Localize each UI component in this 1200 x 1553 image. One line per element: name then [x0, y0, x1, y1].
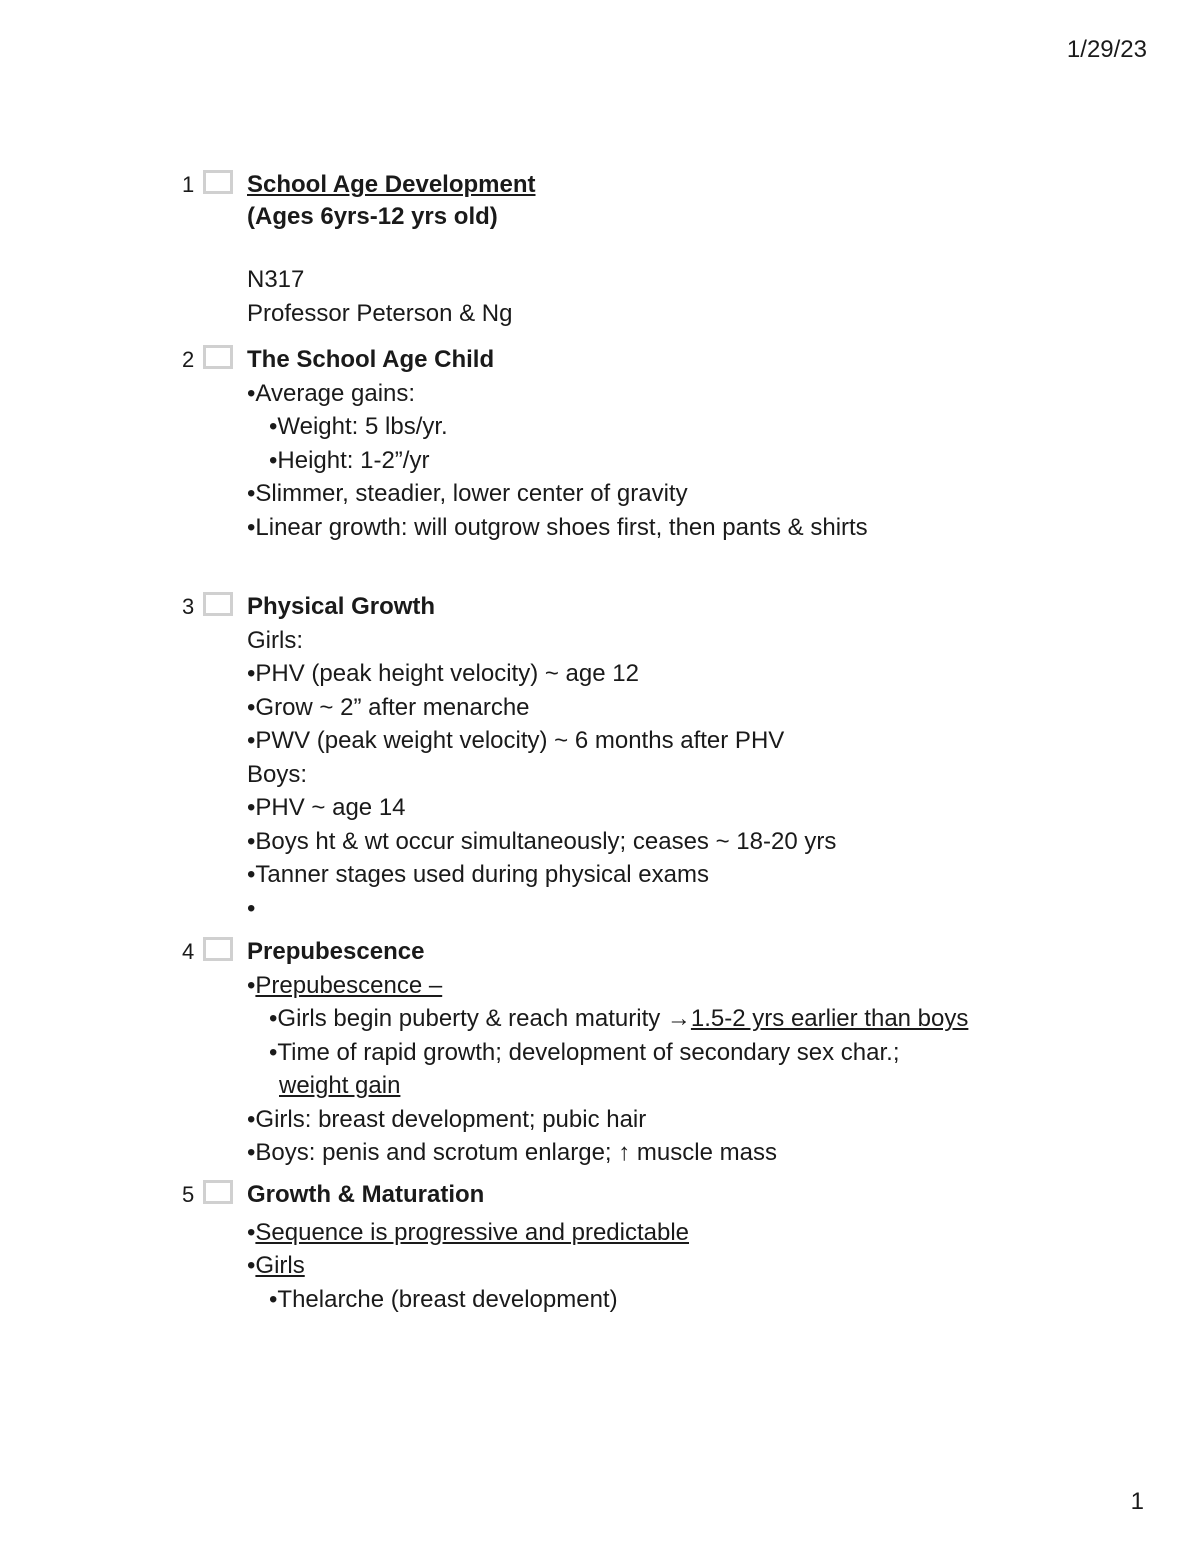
- professors: Professor Peterson & Ng: [247, 299, 513, 327]
- bullet-line: •Boys: penis and scrotum enlarge; ↑ muscle mass: [247, 1139, 777, 1166]
- bullet-line: [247, 969, 968, 1003]
- underlined-text: 1.5-2 yrs earlier than boys: [690, 1005, 969, 1032]
- bullet-glyph: •: [247, 971, 256, 999]
- slide-title: School Age Development: [247, 171, 536, 198]
- slide-content: [247, 935, 968, 1170]
- slide-content: [247, 1178, 689, 1316]
- arrow-right-icon: →: [666, 1005, 691, 1032]
- bullet-line: [247, 1249, 689, 1283]
- slide-title: Prepubescence: [247, 938, 425, 965]
- slide-title: Physical Growth: [247, 593, 436, 620]
- slide-thumbnail-checkbox[interactable]: [203, 345, 233, 369]
- underlined-text: weight gain: [279, 1072, 401, 1099]
- bullet-glyph: •: [247, 1252, 256, 1279]
- underlined-text: Sequence is progressive and predictable: [255, 1218, 690, 1246]
- underlined-text: Prepubescence –: [255, 971, 443, 999]
- bullet-line: •PWV (peak weight velocity) ~ 6 months after PHV: [247, 727, 785, 754]
- slide-thumbnail-checkbox[interactable]: [203, 1180, 233, 1204]
- bullet-line: •PHV (peak height velocity) ~ age 12: [247, 660, 639, 687]
- slide-thumbnail-checkbox[interactable]: [203, 592, 233, 616]
- bullet-line: •Height: 1-2”/yr: [269, 446, 430, 474]
- bullet-line: •Tanner stages used during physical exams: [247, 861, 709, 888]
- text-line: Girls:: [247, 626, 303, 654]
- bullet-glyph: •: [247, 1218, 256, 1246]
- bullet-line: •Grow ~ 2” after menarche: [247, 693, 530, 721]
- bullet-line: [247, 1002, 968, 1036]
- slide-number: 4: [182, 939, 195, 964]
- slide-content: [247, 590, 836, 925]
- print-date: 1/29/23: [1066, 36, 1147, 63]
- underlined-text: Girls: [255, 1252, 305, 1279]
- page-number: 1: [1130, 1488, 1144, 1515]
- slide-title: Growth & Maturation: [247, 1181, 485, 1208]
- slide-number: 3: [182, 594, 195, 619]
- slide-thumbnail-checkbox[interactable]: [203, 937, 233, 961]
- bullet-line: •Slimmer, steadier, lower center of gravity: [247, 480, 688, 507]
- bullet-line: •Time of rapid growth; development of secondary sex char.;: [269, 1038, 900, 1066]
- slide-number: 5: [182, 1182, 195, 1207]
- slide-title: The School Age Child: [247, 346, 495, 373]
- slide-number: 1: [182, 172, 195, 197]
- bullet-text: •Girls begin puberty & reach maturity: [269, 1005, 667, 1032]
- slide-content: [247, 168, 536, 330]
- bullet-line: •Linear growth: will outgrow shoes first, then pants & shirts: [247, 513, 868, 541]
- bullet-line: •Average gains:: [247, 379, 416, 407]
- bullet-line: •PHV ~ age 14: [247, 794, 406, 821]
- slide-thumbnail-checkbox[interactable]: [203, 170, 233, 194]
- slide-content: [247, 343, 868, 544]
- bullet-line: •Weight: 5 lbs/yr.: [269, 413, 448, 440]
- text-line: Boys:: [247, 760, 308, 788]
- bullet-line: [247, 1216, 689, 1250]
- bullet-line: •Girls: breast development; pubic hair: [247, 1105, 647, 1133]
- bullet-line: •Boys ht & wt occur simultaneously; ceases ~ 18-20 yrs: [247, 827, 837, 855]
- slide-number: 2: [182, 347, 195, 372]
- bullet-line: •Thelarche (breast development): [269, 1285, 618, 1313]
- bullet-line: •: [247, 894, 256, 922]
- course-code: N317: [247, 266, 305, 293]
- slide-subtitle: (Ages 6yrs-12 yrs old): [247, 202, 498, 230]
